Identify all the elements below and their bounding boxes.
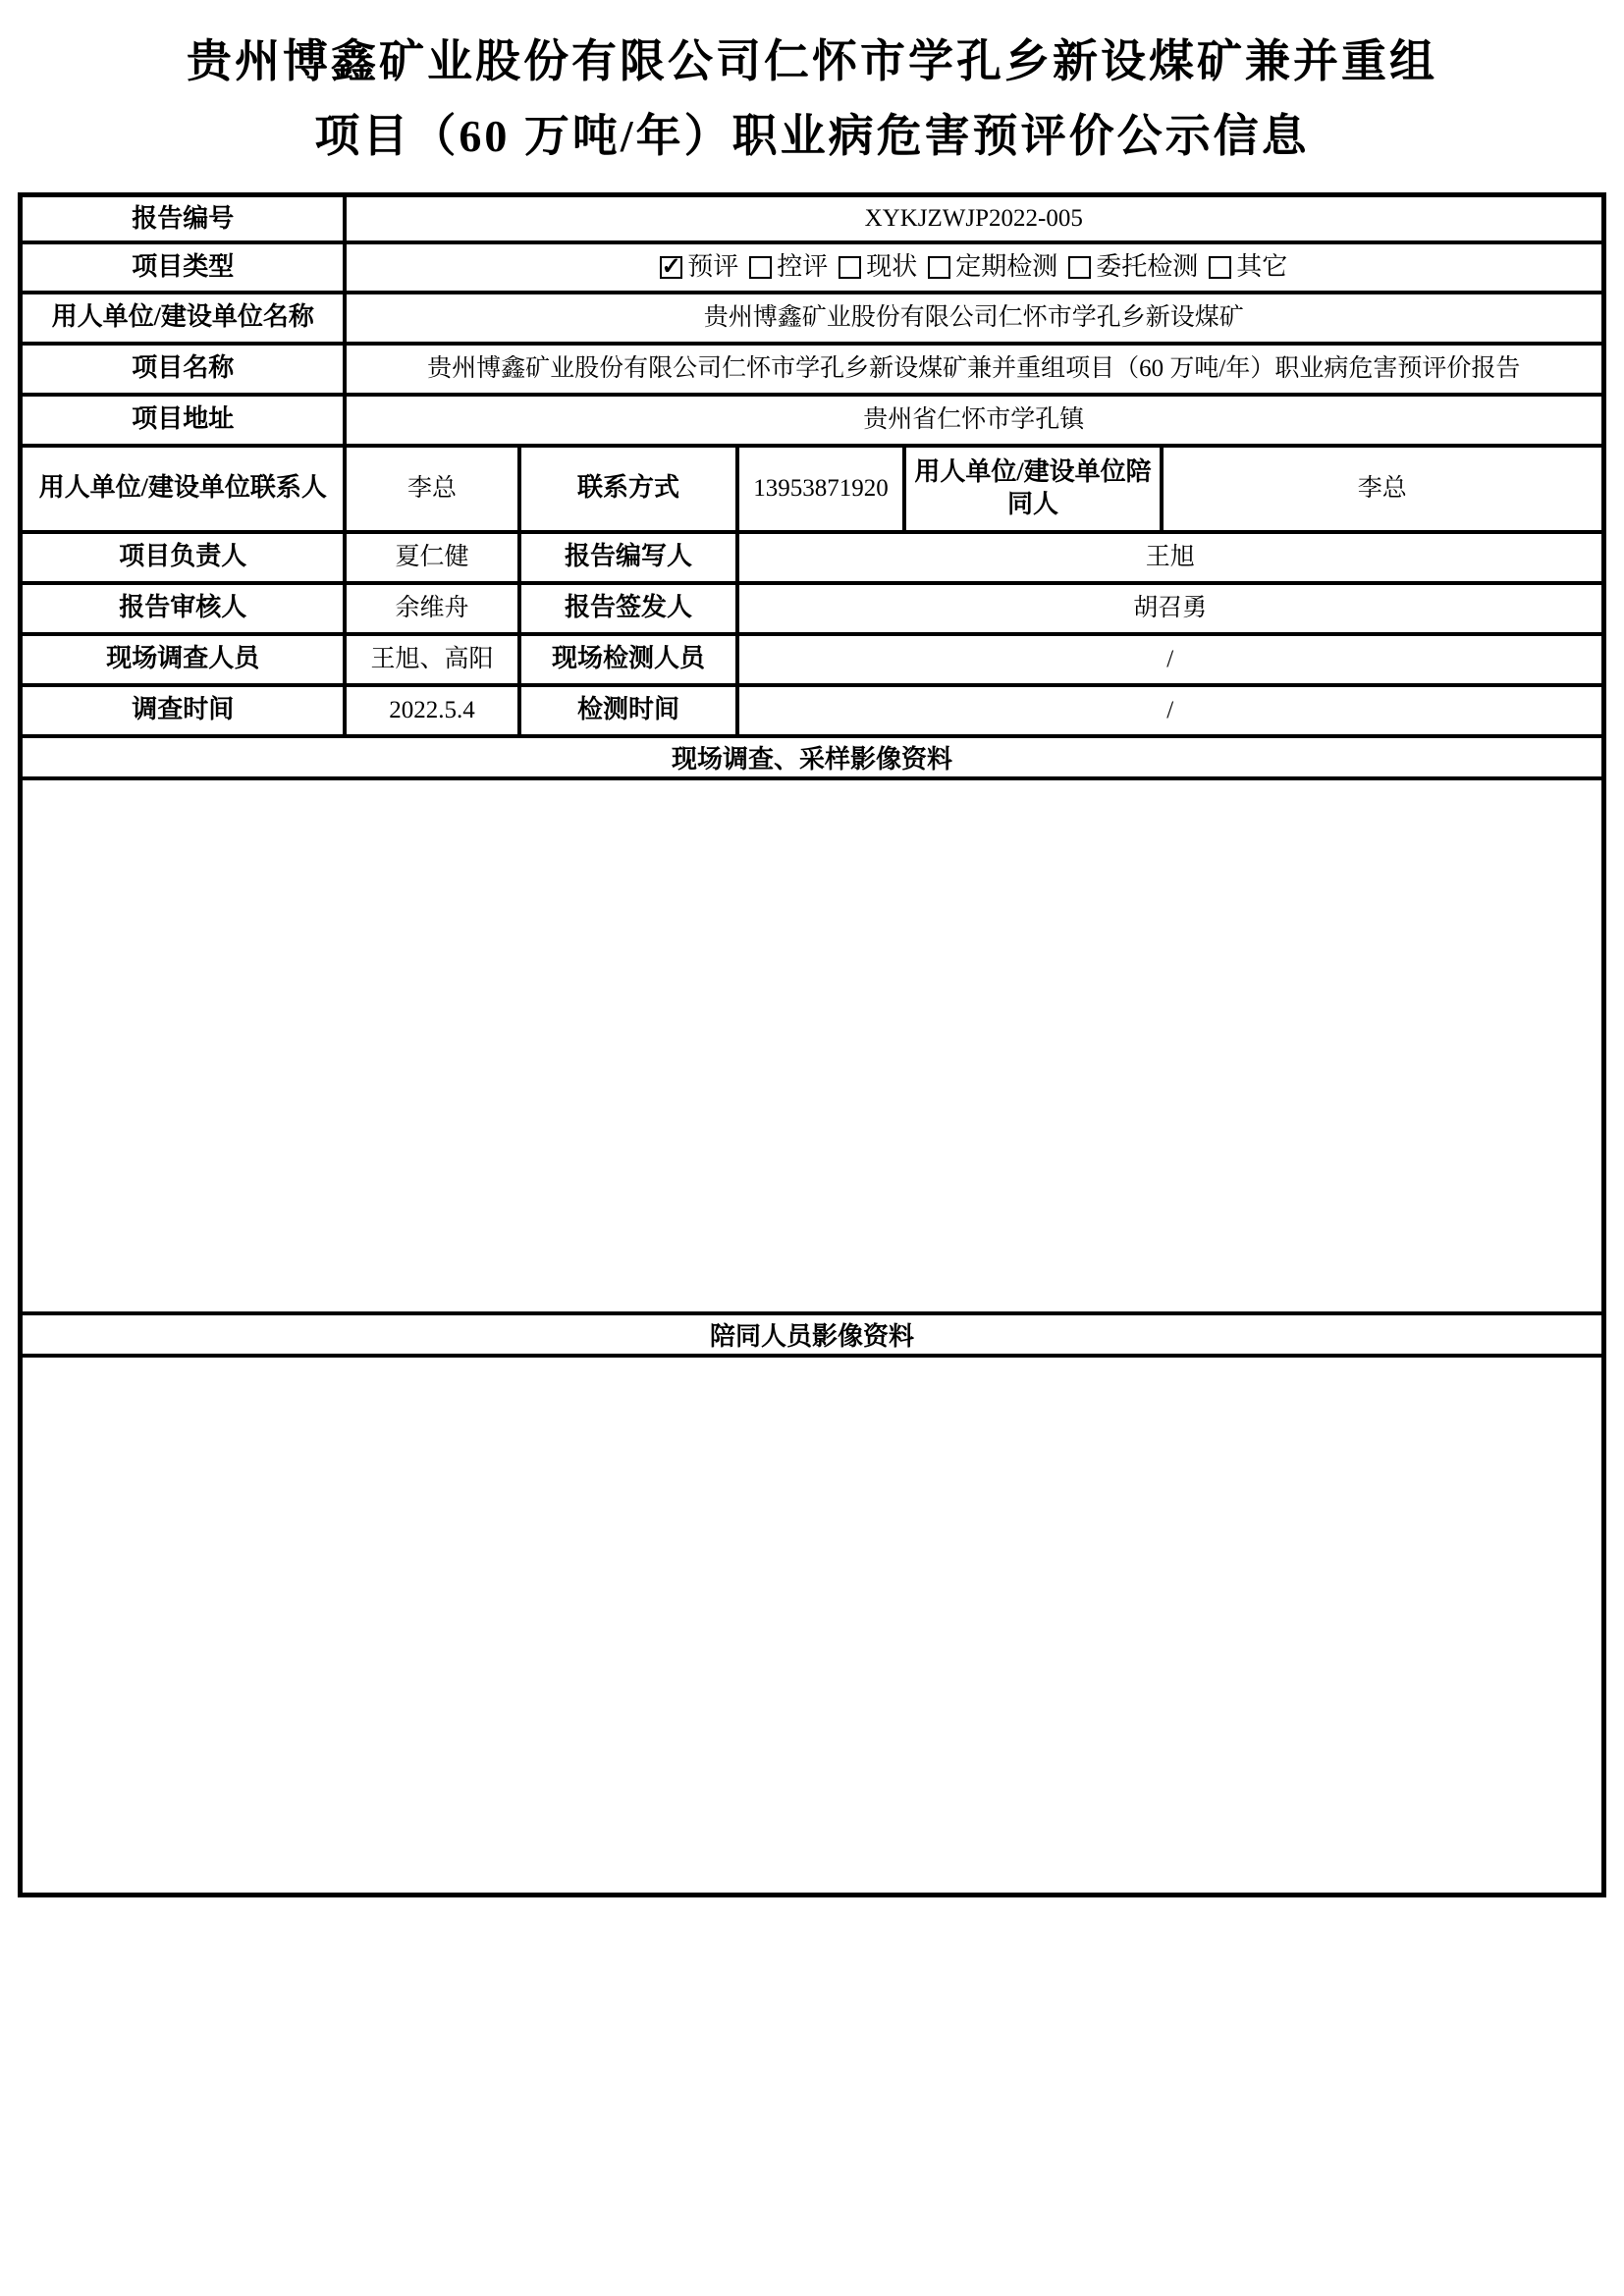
project-type-option-label: 定期检测 <box>955 252 1058 281</box>
report-no-label: 报告编号 <box>21 195 345 242</box>
contact-value: 李总 <box>345 446 519 532</box>
accompany-photos-area <box>21 1356 1603 1896</box>
checkbox-unchecked-icon[interactable] <box>749 256 772 279</box>
contact-label: 用人单位/建设单位联系人 <box>21 446 345 532</box>
site-investigators-row <box>21 634 1603 685</box>
report-reviewer-value: 余维舟 <box>345 583 519 634</box>
project-type-option <box>928 254 1057 280</box>
project-name-label: 项目名称 <box>21 344 345 395</box>
contact-method-value: 13953871920 <box>737 446 904 532</box>
report-reviewer-row <box>21 583 1603 634</box>
investigation-date-label: 调查时间 <box>21 685 345 736</box>
investigation-date-row <box>21 685 1603 736</box>
checkbox-checked-icon[interactable]: ✓ <box>661 254 681 280</box>
site-testers-value: / <box>737 634 1603 685</box>
project-type-option-label: 委托检测 <box>1096 252 1199 281</box>
project-type-option <box>1209 254 1287 280</box>
site-survey-photos-row <box>21 778 1603 1313</box>
report-reviewer-label: 报告审核人 <box>21 583 345 634</box>
project-name-row <box>21 344 1603 395</box>
project-type-row <box>21 242 1603 293</box>
project-type-option <box>660 254 738 280</box>
employer-name-row <box>21 293 1603 344</box>
report-issuer-value: 胡召勇 <box>737 583 1603 634</box>
project-type-option <box>839 254 917 280</box>
accompany-photos-title: 陪同人员影像资料 <box>21 1313 1603 1356</box>
contact-method-label: 联系方式 <box>519 446 737 532</box>
project-type-option-label: 预评 <box>687 252 739 281</box>
document-title-line2: 项目（60 万吨/年）职业病危害预评价公示信息 <box>314 111 1310 161</box>
checkbox-unchecked-icon[interactable] <box>1209 256 1231 279</box>
site-survey-photos-header-row <box>21 736 1603 778</box>
project-leader-row <box>21 532 1603 583</box>
project-leader-label: 项目负责人 <box>21 532 345 583</box>
project-address-label: 项目地址 <box>21 395 345 446</box>
project-type-options <box>352 254 1596 280</box>
investigation-date-value: 2022.5.4 <box>345 685 519 736</box>
report-issuer-label: 报告签发人 <box>519 583 737 634</box>
project-type-cell <box>345 242 1603 293</box>
project-address-value: 贵州省仁怀市学孔镇 <box>345 395 1603 446</box>
site-investigators-value: 王旭、高阳 <box>345 634 519 685</box>
employer-name-value: 贵州博鑫矿业股份有限公司仁怀市学孔乡新设煤矿 <box>345 293 1603 344</box>
project-type-option-label: 现状 <box>866 252 918 281</box>
site-testers-label: 现场检测人员 <box>519 634 737 685</box>
checkbox-unchecked-icon[interactable] <box>839 256 861 279</box>
employer-name-label: 用人单位/建设单位名称 <box>21 293 345 344</box>
project-name-value: 贵州博鑫矿业股份有限公司仁怀市学孔乡新设煤矿兼并重组项目（60 万吨/年）职业病危害预评价报告 <box>345 344 1603 395</box>
project-type-option <box>1068 254 1198 280</box>
project-type-label: 项目类型 <box>21 242 345 293</box>
checkbox-unchecked-icon[interactable] <box>1068 256 1091 279</box>
checkbox-unchecked-icon[interactable] <box>928 256 950 279</box>
project-type-option <box>749 254 828 280</box>
report-no-row <box>21 195 1603 242</box>
document-title-line1: 贵州博鑫矿业股份有限公司仁怀市学孔乡新设煤矿兼并重组 <box>187 36 1437 86</box>
site-survey-photos-area <box>21 778 1603 1313</box>
report-no-value: XYKJZWJP2022-005 <box>345 195 1603 242</box>
contact-row <box>21 446 1603 532</box>
testing-date-label: 检测时间 <box>519 685 737 736</box>
project-leader-value: 夏仁健 <box>345 532 519 583</box>
project-type-option-label: 其它 <box>1236 252 1288 281</box>
testing-date-value: / <box>737 685 1603 736</box>
accompany-photos-header-row <box>21 1313 1603 1356</box>
report-writer-label: 报告编写人 <box>519 532 737 583</box>
site-investigators-label: 现场调查人员 <box>21 634 345 685</box>
accompany-photos-row <box>21 1356 1603 1896</box>
accompany-label: 用人单位/建设单位陪同人 <box>904 446 1162 532</box>
project-type-option-label: 控评 <box>777 252 829 281</box>
info-table <box>18 192 1605 1897</box>
project-address-row <box>21 395 1603 446</box>
report-writer-value: 王旭 <box>737 532 1603 583</box>
accompany-value: 李总 <box>1162 446 1603 532</box>
site-survey-photos-title: 现场调查、采样影像资料 <box>21 736 1603 778</box>
